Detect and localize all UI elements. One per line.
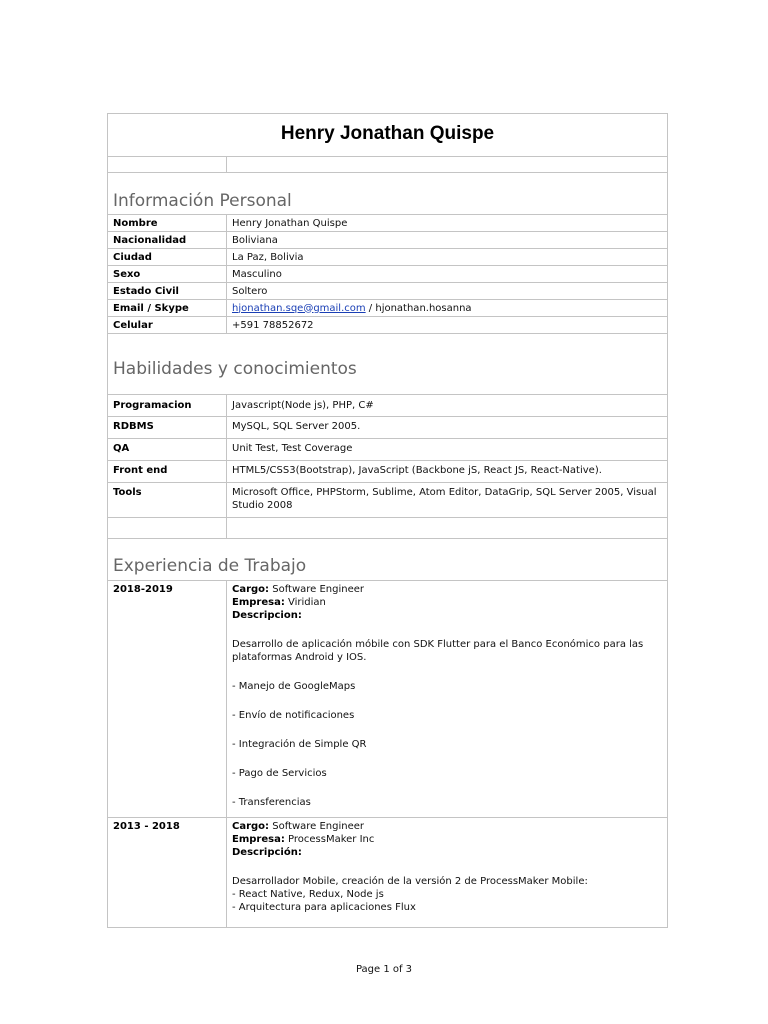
section-personal — [108, 173, 668, 215]
name-header-cell — [108, 114, 668, 157]
value: Unit Test, Test Coverage — [232, 443, 353, 454]
spacer-row — [108, 518, 668, 539]
row-nacionalidad — [108, 232, 668, 249]
job-empresa: Empresa: ProcessMaker Inc — [232, 834, 375, 845]
row-nombre — [108, 215, 668, 232]
cv-table — [107, 113, 668, 928]
job-desc-label: Descripcion: — [232, 610, 302, 621]
row-qa — [108, 439, 668, 461]
page-footer: Page 1 of 3 — [355, 964, 413, 975]
candidate-name: Henry Jonathan Quispe — [280, 123, 495, 144]
label: Ciudad — [113, 251, 152, 263]
label: Sexo — [113, 268, 141, 280]
row-estado-civil — [108, 283, 668, 300]
row-front-end — [108, 461, 668, 483]
value: Javascript(Node js), PHP, C# — [232, 400, 374, 411]
value: Henry Jonathan Quispe — [232, 217, 348, 229]
label: QA — [113, 443, 130, 454]
job-item: - Integración de Simple QR — [232, 739, 367, 750]
job-line: - React Native, Redux, Node js — [232, 889, 384, 900]
section-skills — [108, 334, 668, 395]
job-row — [108, 818, 668, 928]
label: RDBMS — [113, 421, 154, 432]
label: Front end — [113, 465, 168, 476]
job-item: - Manejo de GoogleMaps — [232, 681, 356, 692]
job-cargo: Cargo: Software Engineer — [232, 584, 365, 595]
job-period: 2018-2019 — [113, 584, 173, 595]
job-item: - Transferencias — [232, 797, 311, 808]
label: Estado Civil — [113, 285, 179, 297]
job-period: 2013 - 2018 — [113, 821, 180, 832]
row-ciudad — [108, 249, 668, 266]
label: Nombre — [113, 217, 158, 229]
row-sexo — [108, 266, 668, 283]
section-experience — [108, 539, 668, 581]
value: Soltero — [232, 285, 268, 297]
value: La Paz, Bolivia — [232, 251, 304, 263]
job-item: - Envío de notificaciones — [232, 710, 355, 721]
email-link[interactable]: hjonathan.sqe@gmail.com — [232, 302, 366, 314]
job-item: - Pago de Servicios — [232, 768, 327, 779]
job-row — [108, 581, 668, 818]
spacer-row — [108, 157, 668, 173]
job-empresa: Empresa: Viridian — [232, 597, 326, 608]
job-cargo: Cargo: Software Engineer — [232, 821, 365, 832]
label: Programacion — [113, 400, 192, 411]
row-programacion — [108, 395, 668, 417]
job-desc: Desarrollador Mobile, creación de la versión 2 de ProcessMaker Mobile: — [232, 876, 588, 887]
value: Microsoft Office, PHPStorm, Sublime, Atom Editor, DataGrip, SQL Server 2005, Visual Studio 2008 — [232, 487, 657, 511]
job-line: - Arquitectura para aplicaciones Flux — [232, 902, 416, 913]
section-title-experience: Experiencia de Trabajo — [113, 556, 307, 576]
label: Nacionalidad — [113, 234, 187, 246]
row-celular — [108, 317, 668, 334]
value: HTML5/CSS3(Bootstrap), JavaScript (Backbone jS, React JS, React-Native). — [232, 465, 602, 476]
section-title-skills: Habilidades y conocimientos — [113, 359, 357, 379]
row-rdbms — [108, 417, 668, 439]
value: MySQL, SQL Server 2005. — [232, 421, 361, 432]
row-email-skype — [108, 300, 668, 317]
value: Masculino — [232, 268, 282, 280]
label: Email / Skype — [113, 302, 189, 314]
section-title-personal: Información Personal — [113, 191, 292, 211]
value: +591 78852672 — [232, 319, 314, 331]
label: Tools — [113, 487, 142, 498]
row-tools — [108, 483, 668, 518]
job-desc-label: Descripción: — [232, 847, 302, 858]
label: Celular — [113, 319, 153, 331]
job-desc: Desarrollo de aplicación móbile con SDK Flutter para el Banco Económico para las plataformas Android y IOS. — [232, 639, 644, 663]
value: Boliviana — [232, 234, 278, 246]
skype-value: / hjonathan.hosanna — [365, 302, 472, 314]
